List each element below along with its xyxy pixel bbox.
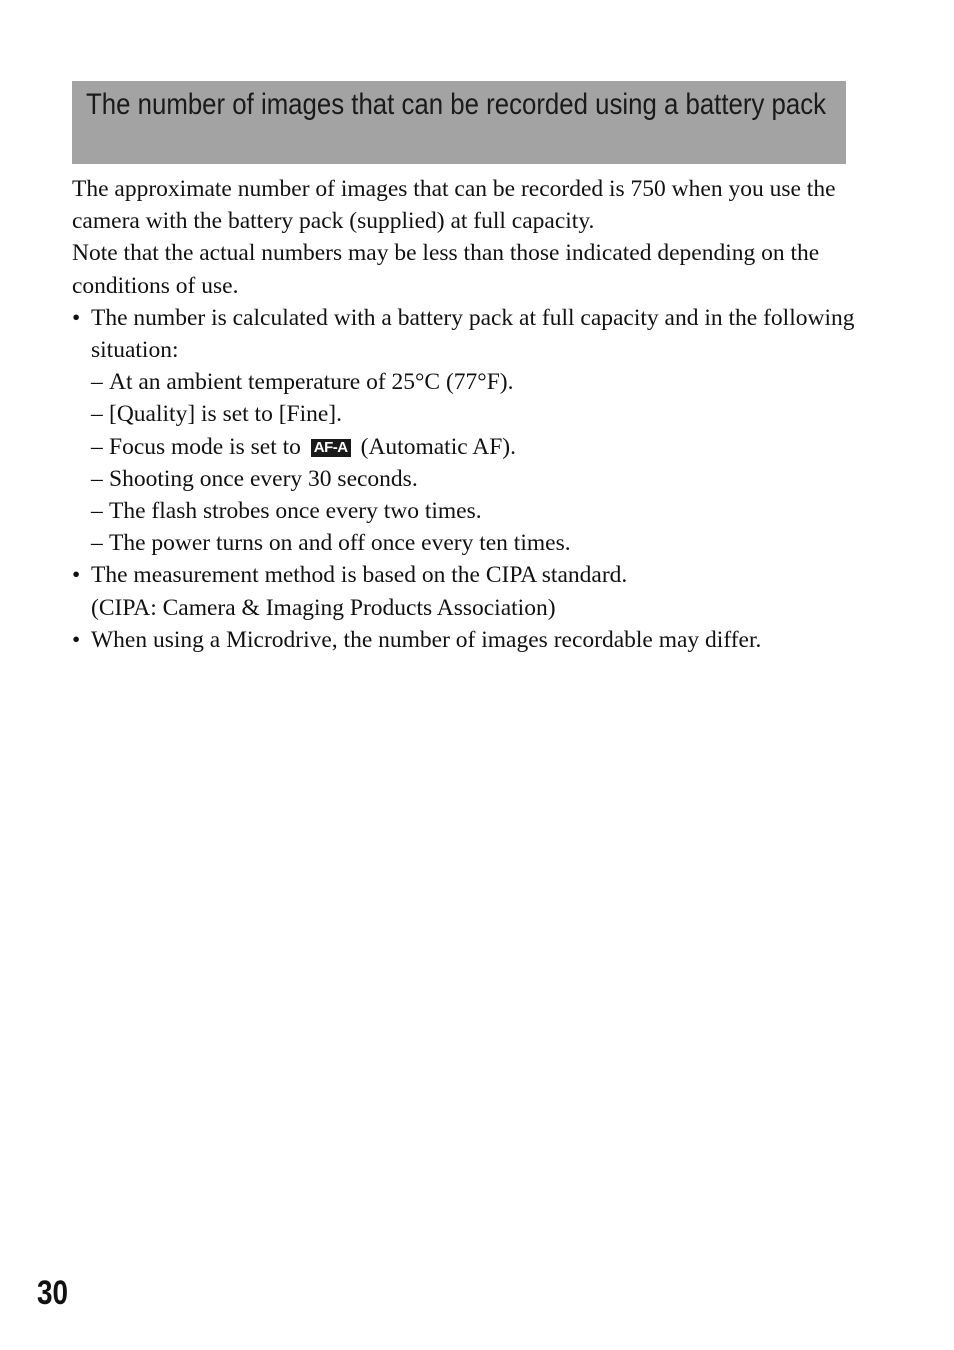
condition-item-focus-mode — [72, 431, 862, 463]
condition-text: Focus mode is set to — [109, 433, 301, 460]
bullet-icon: • — [72, 562, 81, 589]
condition-item-power — [72, 527, 862, 559]
bullet-icon: • — [72, 304, 81, 331]
dash-icon: – — [91, 498, 103, 525]
condition-item-quality — [72, 398, 862, 430]
bullet-item-calculation — [72, 302, 862, 366]
bullet-text: The number is calculated with a battery pack at full capacity and in the following situation: — [91, 304, 855, 364]
condition-text-suffix: (Automatic AF). — [360, 433, 516, 460]
condition-text: The flash strobes once every two times. — [109, 498, 482, 525]
dash-icon: – — [91, 530, 103, 557]
condition-text: [Quality] is set to [Fine]. — [109, 401, 343, 428]
bullet-text: When using a Microdrive, the number of images recordable may differ. — [91, 626, 762, 653]
condition-item-flash — [72, 495, 862, 527]
af-a-icon: AF-A — [311, 439, 351, 457]
condition-text: At an ambient temperature of 25°C (77°F). — [109, 369, 514, 396]
bullet-item-measurement — [72, 559, 862, 591]
cipa-note: (CIPA: Camera & Imaging Products Association) — [91, 594, 556, 621]
dash-icon: – — [91, 433, 103, 460]
section-header — [72, 81, 846, 164]
dash-icon: – — [91, 369, 103, 396]
page-number: 30 — [37, 1274, 69, 1312]
bullet-item-microdrive — [72, 624, 862, 656]
body-content — [72, 173, 862, 656]
bullet-icon: • — [72, 626, 81, 653]
condition-item-shooting — [72, 463, 862, 495]
section-title: The number of images that can be recorded using a battery pack — [86, 88, 827, 121]
intro-paragraph-2: Note that the actual numbers may be less than those indicated depending on the conditions of use. — [72, 240, 820, 299]
condition-item-temperature — [72, 366, 862, 398]
dash-icon: – — [91, 401, 103, 428]
dash-icon: – — [91, 465, 103, 492]
condition-text: Shooting once every 30 seconds. — [109, 465, 418, 492]
condition-text: The power turns on and off once every ten times. — [109, 530, 571, 557]
bullet-text: The measurement method is based on the CIPA standard. — [91, 562, 628, 589]
intro-paragraph-1: The approximate number of images that can be recorded is 750 when you use the camera with the battery pack (supplied) at full capacity. — [72, 176, 836, 235]
